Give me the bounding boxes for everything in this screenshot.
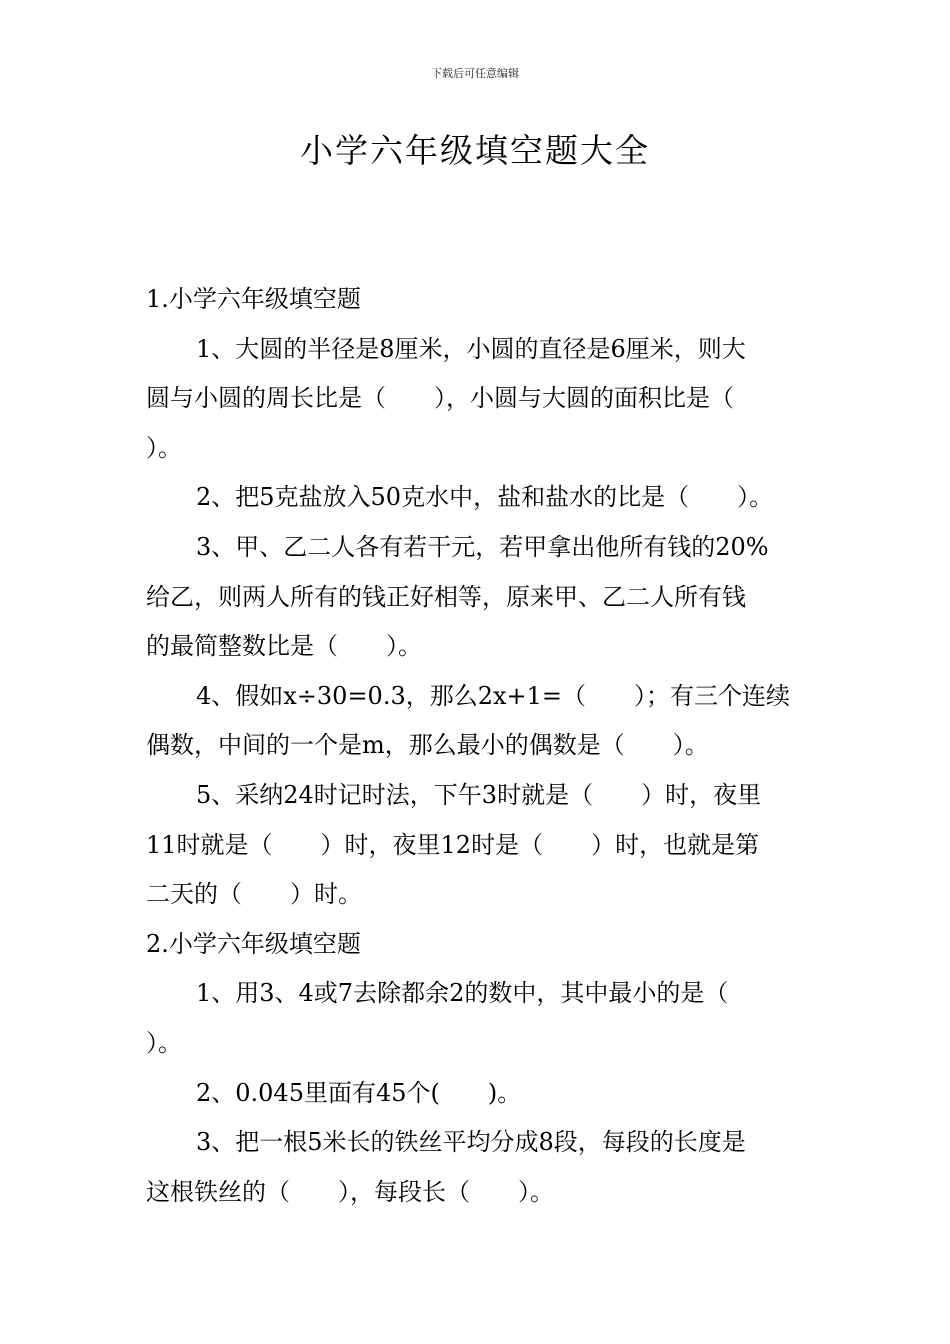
question-line: 1、大圆的半径是8厘米，小圆的直径是6厘米，则大: [196, 334, 746, 363]
question-line: 2、0.045里面有45个( )。: [196, 1078, 522, 1107]
question-line: 5、采纳24时记时法，下午3时就是（ ）时，夜里: [196, 780, 762, 809]
question-line: 2、把5克盐放入50克水中，盐和盐水的比是（ ）。: [196, 483, 774, 512]
question-line: 4、假如x÷30=0.3，那么2x+1=（ ）；有三个连续: [196, 681, 791, 710]
document-body: [146, 275, 816, 1217]
question-line: 偶数，中间的一个是m，那么最小的偶数是（ ）。: [146, 731, 709, 760]
section-heading: 2.小学六年级填空题: [146, 929, 361, 958]
question-line: 的最简整数比是（ ）。: [146, 632, 422, 661]
question-line: 二天的（ ）时。: [146, 880, 362, 909]
header-note: 下载后可任意编辑: [431, 67, 519, 80]
question-line: ）。: [146, 433, 182, 462]
question-line: 3、甲、乙二人各有若干元，若甲拿出他所有钱的20%: [196, 532, 769, 561]
question-line: 3、把一根5米长的铁丝平均分成8段，每段的长度是: [196, 1128, 746, 1157]
section-heading: 1.小学六年级填空题: [146, 285, 361, 313]
question-line: 这根铁丝的（ ），每段长（ ）。: [146, 1177, 554, 1206]
question-line: 1、用3、4或7去除都余2的数中，其中最小的是（: [196, 979, 729, 1008]
question-line: ）。: [146, 1028, 182, 1057]
question-line: 11时就是（ ）时，夜里12时是（ ）时，也就是第: [146, 830, 760, 859]
page-title: 小学六年级填空题大全: [300, 131, 650, 170]
question-line: 圆与小圆的周长比是（ ），小圆与大圆的面积比是（: [146, 384, 734, 413]
question-line: 给乙，则两人所有的钱正好相等，原来甲、乙二人所有钱: [146, 582, 746, 611]
